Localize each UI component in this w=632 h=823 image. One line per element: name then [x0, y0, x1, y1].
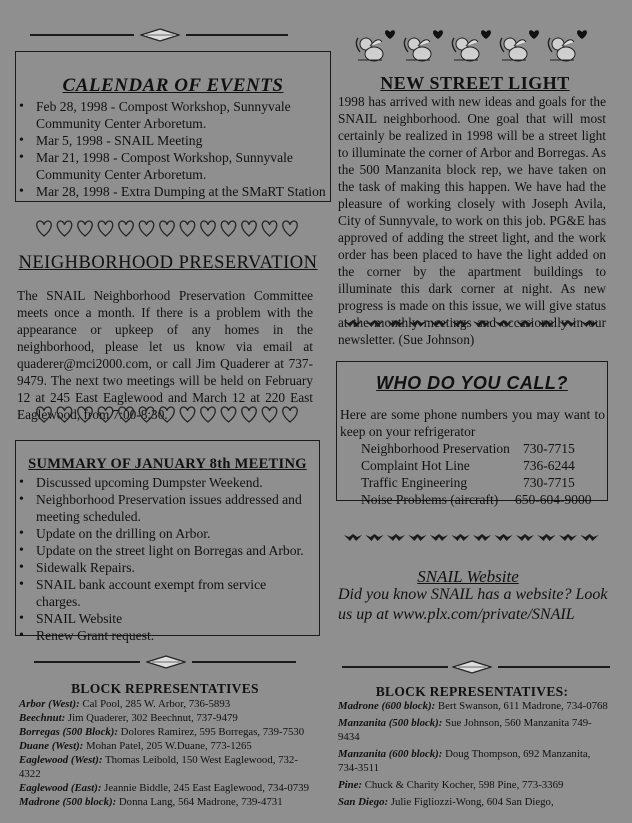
cupid-icon [404, 30, 443, 61]
calendar-item: • Feb 28, 1998 - Compost Workshop, Sunnyvale Community Center Arboretum. [16, 98, 326, 132]
bird-icon [366, 320, 384, 327]
phone-name: Noise Problems (aircraft) [361, 492, 499, 507]
calendar-item: • Mar 5, 1998 - SNAIL Meeting [16, 132, 326, 149]
heart-icon [201, 221, 216, 236]
heart-icon [98, 407, 113, 422]
divider-bottom-left [34, 655, 296, 669]
rep-info: Bert Swanson, 611 Madrone, 734-0768 [435, 700, 608, 712]
heart-icon [262, 407, 277, 422]
preservation-text: The SNAIL Neighborhood Preservation Committee meets once a month. If there is a problem with the appearance or upkeep of any homes in the neighborhood, please let us know via email at quaderer@mci2000.com, or call Jim Quaderer at 737-9479. The next two meetings will be held on February 12 at 245 East Eaglewood and March 12 at 220 East Eaglewood, from 7:00-8:30. [17, 288, 313, 422]
phone-row [361, 457, 593, 474]
rep-entry [338, 716, 608, 744]
bird-icon [495, 320, 513, 327]
bird-icon [516, 320, 534, 327]
heart-icon [201, 407, 216, 422]
rep-info: Jeannie Biddle, 245 East Eaglewood, 734-0739 [101, 782, 309, 794]
bird-icon [430, 534, 448, 541]
who-box [336, 361, 608, 507]
rep-entry [338, 747, 608, 775]
bird-icon [344, 320, 362, 327]
heart-icon [37, 407, 52, 422]
rep-street: Eaglewood (East): [19, 782, 102, 794]
heart-icon [57, 221, 72, 236]
reps-right-list [338, 699, 608, 809]
meeting-item: • SNAIL Website [16, 610, 313, 627]
who-title: WHO DO YOU CALL? [376, 373, 568, 393]
heart-icon [221, 221, 236, 236]
meeting-item: • Renew Grant request. [16, 627, 313, 644]
heart-icon [119, 407, 134, 422]
rep-entry [19, 739, 317, 753]
rep-info: Donna Lang, 564 Madrone, 739-4731 [116, 796, 283, 808]
rep-info: Thomas Leibold, 150 West Eaglewood, 732-4322 [19, 754, 298, 780]
heart-icon [242, 221, 257, 236]
heart-icon [180, 221, 195, 236]
rep-street: Pine: [338, 779, 362, 791]
rep-info: Chuck & Charity Kocher, 598 Pine, 773-3369 [362, 779, 564, 791]
heart-icon [78, 407, 93, 422]
rep-entry [19, 711, 317, 725]
rep-entry [338, 795, 608, 809]
meeting-item: • Update on the drilling on Arbor. [16, 525, 313, 542]
rep-info: Dolores Ramirez, 595 Borregas, 739-7530 [117, 726, 305, 738]
heart-icon [242, 407, 257, 422]
bird-icon [430, 320, 448, 327]
cupid-icon [548, 30, 587, 61]
bird-icon [409, 534, 427, 541]
rep-street: Manzanita (500 block): [338, 717, 443, 729]
meeting-list [16, 474, 319, 644]
heart-icon [139, 221, 154, 236]
heart-icon [139, 407, 154, 422]
phone-row [361, 474, 593, 491]
bird-icon [452, 534, 470, 541]
bird-icon [495, 534, 513, 541]
phone-number: 650-604-9000 [515, 492, 592, 507]
heart-icon [283, 221, 298, 236]
reps-left-title: BLOCK REPRESENTATIVES [71, 681, 259, 696]
heart-icon [160, 221, 175, 236]
reps-left-list [19, 697, 317, 809]
bird-icon [366, 534, 384, 541]
rep-street: Arbor (West): [19, 698, 80, 710]
calendar-box [15, 51, 331, 202]
who-intro: Here are some phone numbers you may want to keep on your refrigerator [340, 407, 605, 439]
bird-icon [344, 534, 362, 541]
rep-info: Julie Figliozzi-Wong, 604 San Diego, [388, 796, 554, 808]
meeting-item: • Neighborhood Preservation issues addressed and meeting scheduled. [16, 491, 313, 525]
heart-icon [221, 407, 236, 422]
rep-street: San Diego: [338, 796, 389, 808]
rep-street: Duane (West): [19, 740, 84, 752]
phone-name: Complaint Hot Line [361, 458, 470, 473]
cupid-icon [356, 30, 395, 61]
diamond-ornament-icon [140, 28, 180, 42]
rep-entry [19, 725, 317, 739]
rep-street: Eaglewood (West): [19, 754, 103, 766]
divider-bottom-right [342, 660, 610, 674]
bird-icon [581, 320, 599, 327]
heart-icon [98, 221, 113, 236]
rep-street: Manzanita (600 block): [338, 748, 443, 760]
heart-icon [160, 407, 175, 422]
phone-number: 730-7715 [523, 475, 575, 490]
cupid-icon [452, 30, 491, 61]
rep-entry [19, 697, 317, 711]
calendar-item: • Mar 28, 1998 - Extra Dumping at the SMaRT Station [16, 183, 326, 200]
phone-number: 730-7715 [523, 441, 575, 456]
bird-icon [559, 534, 577, 541]
rep-street: Beechnut: [19, 712, 66, 724]
meeting-box [15, 440, 320, 643]
meeting-item: • SNAIL bank account exempt from service charges. [16, 576, 313, 610]
website-title: SNAIL Website [417, 567, 519, 586]
rep-entry [19, 795, 317, 809]
rep-info: Sue Johnson, 560 Manzanita 749-9434 [338, 717, 592, 743]
heart-icon [78, 221, 93, 236]
cupid-row-icon [352, 26, 597, 70]
meeting-item: • Discussed upcoming Dumpster Weekend. [16, 474, 313, 491]
heart-icon [283, 407, 298, 422]
bird-icon [538, 534, 556, 541]
bird-icon [473, 534, 491, 541]
phone-list [337, 440, 607, 508]
meeting-item: • Update on the street light on Borregas and Arbor. [16, 542, 313, 559]
heart-icon [37, 221, 52, 236]
calendar-list [16, 98, 330, 200]
diamond-ornament-icon [146, 655, 186, 669]
bird-icon [387, 320, 405, 327]
birds-row-top [342, 318, 604, 330]
phone-name: Neighborhood Preservation [361, 441, 510, 456]
phone-row [361, 440, 593, 457]
diamond-ornament-icon [452, 660, 492, 674]
hearts-row-top [32, 219, 302, 239]
birds-row-bottom [342, 532, 604, 544]
rep-info: Mohan Patel, 205 W.Duane, 773-1265 [83, 740, 252, 752]
rep-info: Cal Pool, 285 W. Arbor, 736-5893 [79, 698, 231, 710]
rep-entry [19, 753, 317, 781]
bird-icon [538, 320, 556, 327]
rep-street: Borregas (500 Block): [19, 726, 118, 738]
street-light-text: 1998 has arrived with new ideas and goals for the SNAIL neighborhood. One goal that will most certainly be realized in 1998 will be a street light to illuminate the corner of Arbor and Borregas. As the 500 Manzanita block rep, we have taken on the task of making this happen. We have had the pleasure of working closely with Joseph Avila, City of Sunnyvale, to work on this job. PG&E has approved of adding the street light, and the work order has been placed to have the light added on the corner by the apartment buildings to illuminate this dark corner at night. As new progress is made on this issue, we will give status at the monthly meetings and occasionally in our newsletter. (Sue Johnson) [338, 94, 606, 347]
reps-right-title: BLOCK REPRESENTATIVES: [375, 684, 569, 699]
heart-icon [262, 221, 277, 236]
phone-number: 736-6244 [523, 458, 575, 473]
preservation-title: NEIGHBORHOOD PRESERVATION [18, 253, 318, 273]
bird-icon [387, 534, 405, 541]
bird-icon [473, 320, 491, 327]
bird-icon [409, 320, 427, 327]
hearts-row-bottom [32, 405, 302, 425]
rep-street: Madrone (500 block): [19, 796, 117, 808]
rep-info: Jim Quaderer, 302 Beechnut, 737-9479 [65, 712, 238, 724]
website-text: Did you know SNAIL has a website? Look us up at www.plx.com/private/SNAIL [338, 586, 608, 623]
cupid-icon [500, 30, 539, 61]
rep-street: Madrone (600 block): [338, 700, 436, 712]
calendar-title: CALENDAR OF EVENTS [62, 75, 284, 96]
bird-icon [581, 534, 599, 541]
calendar-item: • Mar 21, 1998 - Compost Workshop, Sunnyvale Community Center Arboretum. [16, 149, 326, 183]
rep-info: Doug Thompson, 692 Manzanita, 734-3511 [338, 748, 591, 774]
phone-name: Traffic Engineering [361, 475, 468, 490]
rep-entry [19, 781, 317, 795]
bird-icon [516, 534, 534, 541]
bird-icon [452, 320, 470, 327]
heart-icon [119, 221, 134, 236]
rep-entry [338, 778, 608, 792]
rep-entry [338, 699, 608, 713]
phone-row [361, 491, 593, 508]
bird-icon [559, 320, 577, 327]
divider-top-left [30, 28, 288, 42]
heart-icon [180, 407, 195, 422]
meeting-item: • Sidewalk Repairs. [16, 559, 313, 576]
meeting-title: SUMMARY OF JANUARY 8th MEETING [28, 456, 307, 472]
street-light-title: NEW STREET LIGHT [380, 73, 570, 93]
heart-icon [57, 407, 72, 422]
